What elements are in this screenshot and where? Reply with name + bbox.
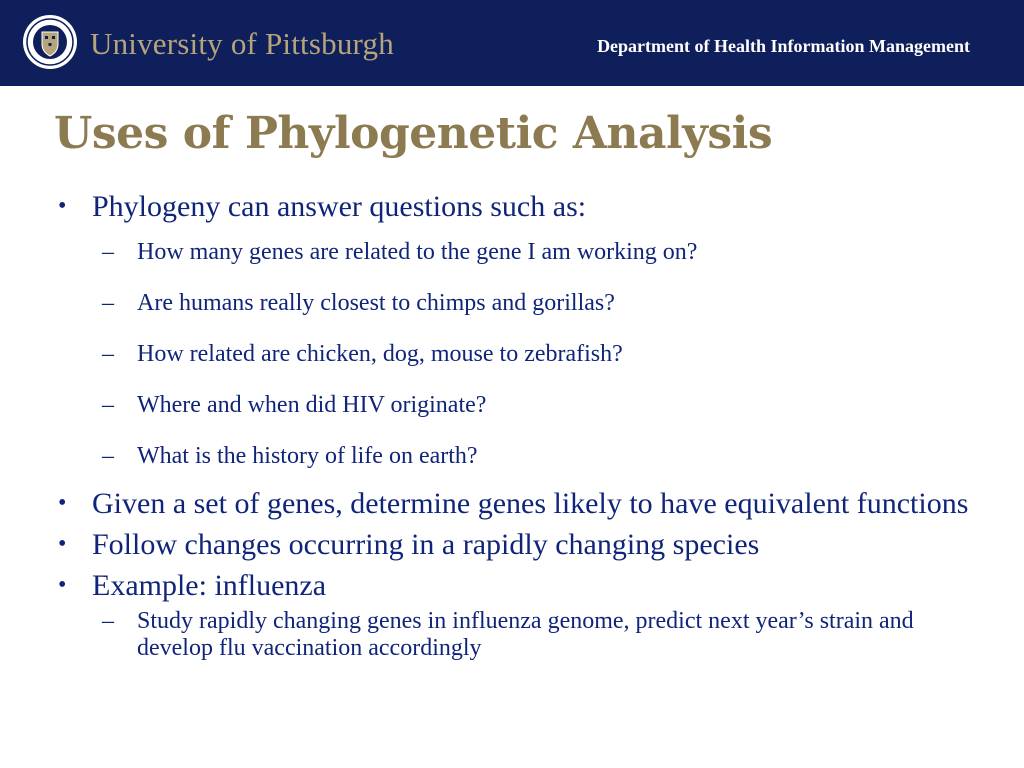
sub-bullet-text: Are humans really closest to chimps and gorillas? (137, 290, 615, 316)
bullet-dot: • (58, 193, 67, 219)
sub-list-item (58, 443, 978, 470)
bullet-list (58, 190, 978, 662)
sub-list-item (58, 290, 978, 317)
sub-bullet-text: How many genes are related to the gene I am working on? (137, 239, 698, 265)
list-item (58, 528, 978, 561)
bullet-text: Given a set of genes, determine genes likely to have equivalent functions (92, 487, 969, 520)
department-name: Department of Health Information Management (597, 36, 970, 56)
sub-bullet-text: How related are chicken, dog, mouse to zebrafish? (137, 341, 623, 367)
sub-list-item (58, 239, 978, 266)
bullet-text: Follow changes occurring in a rapidly changing species (92, 528, 760, 561)
sub-bullet-dash: – (102, 392, 114, 418)
sub-bullet-dash: – (102, 290, 114, 316)
sub-list-item (58, 341, 978, 368)
sub-bullet-text: Study rapidly changing genes in influenza genome, predict next year’s strain and develop flu vaccination accordingly (137, 608, 914, 661)
sub-bullet-dash: – (102, 341, 114, 367)
list-item (58, 569, 978, 602)
bullet-dot: • (58, 531, 67, 557)
sub-bullet-dash: – (102, 443, 114, 469)
header-bar (0, 0, 1024, 86)
bullet-dot: • (58, 572, 67, 598)
sub-list-item (58, 608, 978, 662)
university-name: University of Pittsburgh (90, 26, 394, 61)
list-item (58, 487, 978, 520)
sub-bullet-dash: – (102, 608, 114, 634)
bullet-text: Phylogeny can answer questions such as: (92, 190, 587, 223)
list-item (58, 190, 978, 223)
sub-list-item (58, 392, 978, 419)
university-seal-icon (22, 14, 78, 70)
sub-bullet-text: What is the history of life on earth? (137, 443, 478, 469)
bullet-dot: • (58, 490, 67, 516)
bullet-text: Example: influenza (92, 569, 327, 602)
sub-bullet-text: Where and when did HIV originate? (137, 392, 487, 418)
slide-title: Uses of Phylogenetic Analysis (54, 108, 773, 159)
sub-bullet-dash: – (102, 239, 114, 265)
